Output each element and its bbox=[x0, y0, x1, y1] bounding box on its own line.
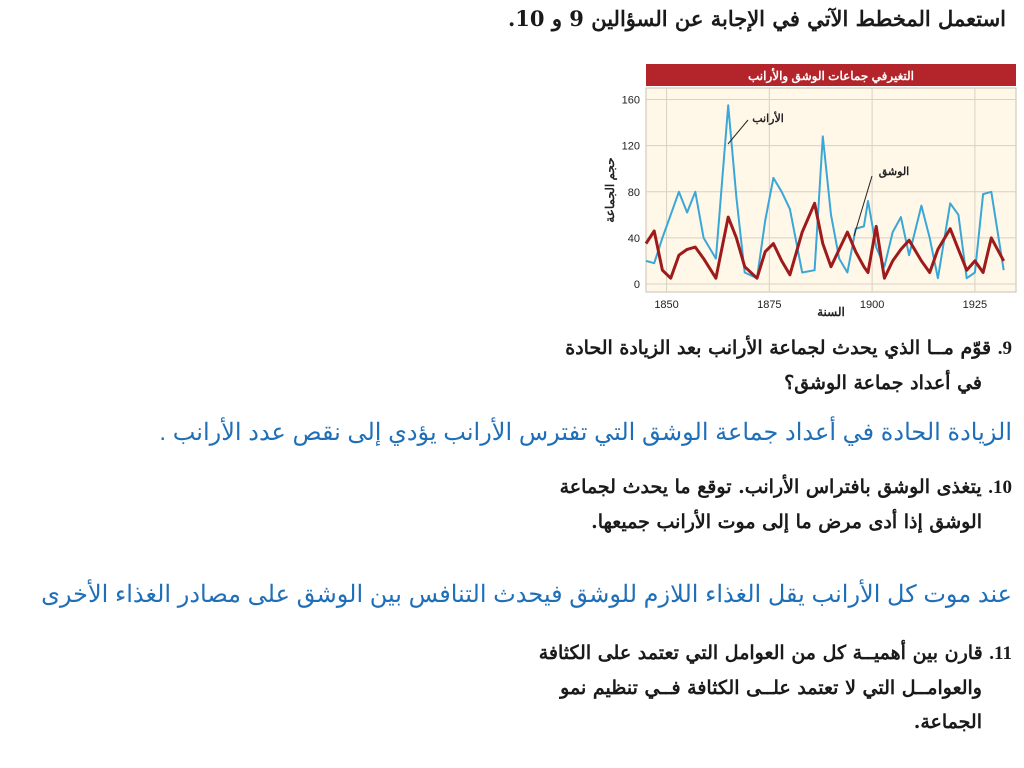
question-11-number: 11. bbox=[989, 643, 1012, 664]
x-axis-label: السنة bbox=[817, 305, 845, 319]
question-10-line-1 bbox=[560, 470, 1012, 505]
question-9-text-1: قوّم مــا الذي يحدث لجماعة الأرانب بعد الزيادة الحادة bbox=[565, 337, 992, 359]
question-9-line-1 bbox=[565, 331, 1012, 366]
plot-area bbox=[646, 88, 1016, 292]
x-tick-label: 1900 bbox=[859, 299, 885, 311]
answer-9: الزيادة الحادة في أعداد جماعة الوشق التي تفترس الأرانب يؤدي إلى نقص عدد الأرانب . bbox=[159, 419, 1012, 446]
hare-annotation: الأرانب bbox=[752, 113, 784, 125]
question-11-line-1 bbox=[539, 636, 1012, 671]
question-11-line-3: الجماعة. bbox=[913, 711, 982, 733]
question-10-number: 10. bbox=[988, 477, 1012, 498]
y-tick-label: 120 bbox=[621, 140, 640, 153]
question-9-number: 9. bbox=[997, 338, 1012, 359]
answer-10: عند موت كل الأرانب يقل الغذاء اللازم للوشق فيحدث التنافس بين الوشق على مصادر الغذاء الأخرى bbox=[41, 581, 1012, 608]
lynx-annotation: الوشق bbox=[878, 166, 910, 178]
y-tick-label: 160 bbox=[621, 94, 640, 107]
y-axis-label: حجم الجماعة bbox=[603, 157, 617, 223]
question-9-line-2: في أعداد جماعة الوشق؟ bbox=[784, 372, 982, 394]
y-tick-labels bbox=[622, 95, 640, 291]
y-tick-label: 80 bbox=[627, 186, 640, 199]
population-chart bbox=[600, 62, 1020, 324]
question-11-text-1: قارن بين أهميــة كل من العوامل التي تعتمد على الكثافة bbox=[538, 642, 983, 664]
x-tick-label: 1875 bbox=[757, 299, 782, 311]
question-10-line-2: الوشق إذا أدى مرض ما إلى موت الأرانب جميعها. bbox=[591, 511, 982, 533]
intro-text: استعمل المخطط الآتي في الإجابة عن السؤالين 9 و 10. bbox=[507, 6, 1006, 31]
question-9 bbox=[565, 331, 1012, 400]
x-tick-label: 1850 bbox=[654, 299, 679, 311]
question-10-text-1: يتغذى الوشق بافتراس الأرانب. توقع ما يحدث لجماعة bbox=[559, 476, 982, 498]
chart-title: التغيرفي جماعات الوشق والأرانب bbox=[748, 69, 914, 83]
question-10 bbox=[560, 470, 1012, 539]
question-11 bbox=[539, 636, 1012, 739]
x-tick-label: 1925 bbox=[962, 299, 988, 311]
y-tick-label: 0 bbox=[633, 279, 640, 291]
y-tick-label: 40 bbox=[627, 232, 640, 245]
question-11-line-2: والعوامــل التي لا تعتمد علــى الكثافة فــي تنظيم نمو bbox=[560, 677, 982, 699]
